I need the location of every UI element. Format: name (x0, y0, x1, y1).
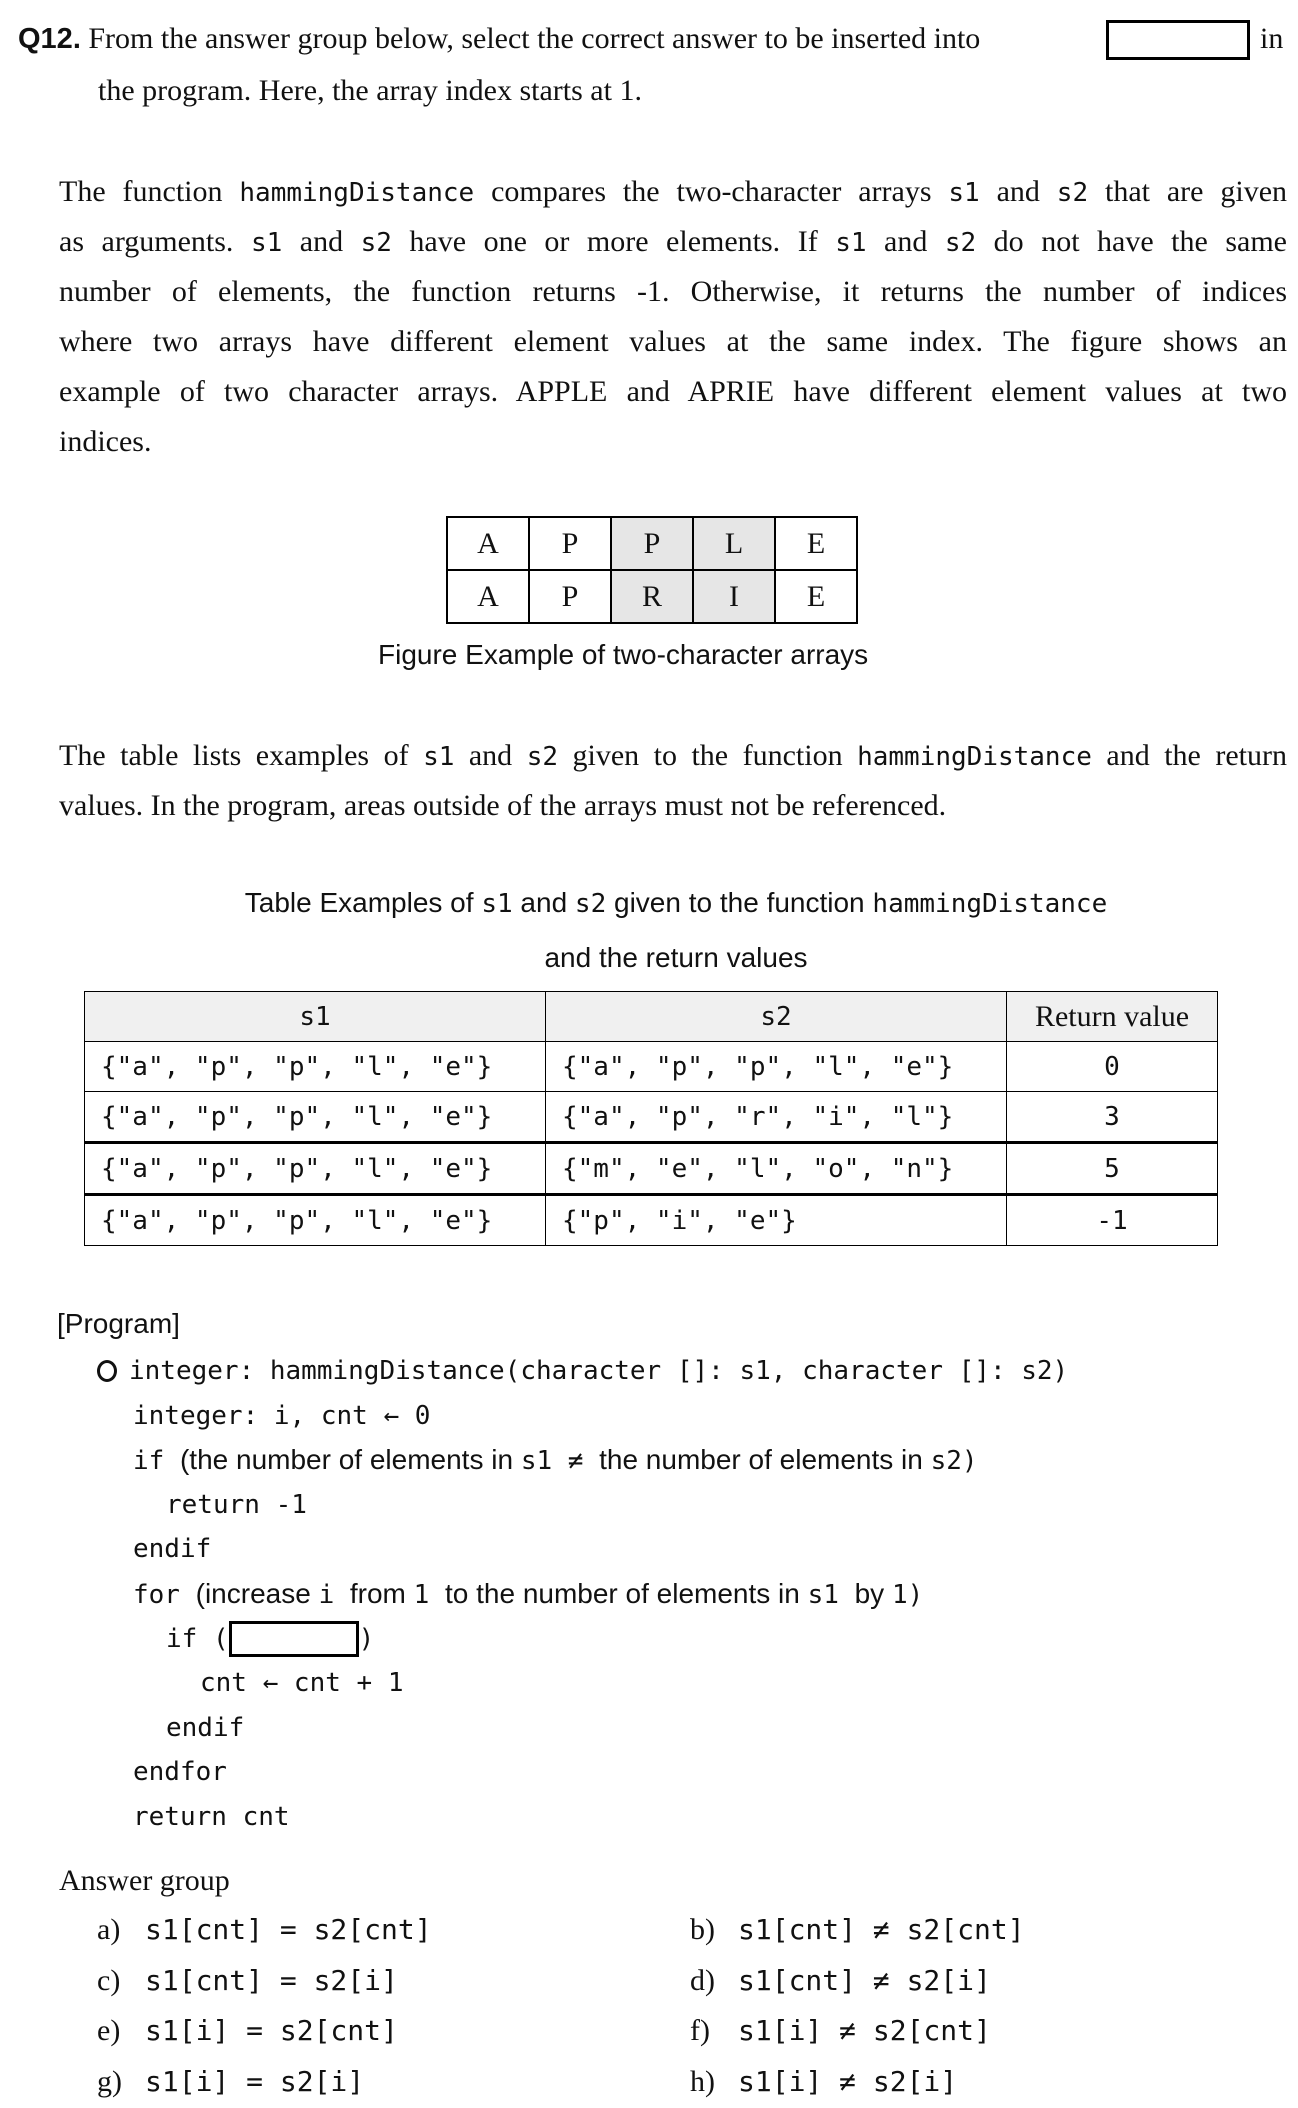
table-caption-line-2: and the return values (544, 942, 808, 973)
cell-s2: {"m", "e", "l", "o", "n"} (546, 1143, 1007, 1195)
figure-row (447, 517, 857, 570)
code-term: s2 (1056, 178, 1089, 208)
description-paragraph (59, 167, 1287, 467)
paragraph-line (59, 167, 1287, 217)
answer-expression: s1[i] ≠ s2[i] (738, 2064, 958, 2098)
code-line (133, 1799, 290, 1835)
table-intro-paragraph (59, 731, 1287, 831)
text-run: and (979, 175, 1057, 208)
table-caption-line-1 (196, 885, 1156, 922)
code-term: hammingDistance (872, 889, 1108, 919)
text-run: given to the function (558, 739, 858, 772)
figure-cell: A (447, 517, 529, 570)
answer-option[interactable] (690, 1962, 991, 2001)
text-run: compares the two-character arrays (474, 175, 949, 208)
text-run: and (866, 225, 945, 258)
code-token: 1 (413, 1580, 445, 1610)
code-term: s2 (944, 228, 977, 258)
cell-s2: {"p", "i", "e"} (546, 1195, 1007, 1246)
answer-letter: a) (97, 1913, 121, 1946)
table-row (85, 1195, 1218, 1246)
code-text: (the number of elements in (179, 1444, 521, 1476)
code-term: s1 (948, 178, 980, 208)
text-run: The table lists examples of (59, 739, 424, 772)
answer-letter: b) (690, 1913, 715, 1946)
text-run: that are given (1088, 175, 1288, 208)
code-token: []: s2) (942, 1356, 1069, 1386)
text-run: given to the function (606, 887, 873, 918)
code-line (133, 1398, 430, 1434)
text-run: indices. (59, 425, 152, 458)
paragraph-line (59, 731, 1287, 781)
paragraph-line (59, 367, 1287, 417)
paragraph-line (59, 217, 1287, 267)
code-token: if ( (166, 1623, 229, 1654)
code-token: cnt ← cnt + 1 (200, 1668, 404, 1699)
answer-letter: d) (690, 1963, 715, 1997)
code-term: s1 (250, 228, 283, 258)
answer-option[interactable] (97, 1962, 398, 2001)
text-run: and (282, 225, 361, 258)
code-line (97, 1353, 1068, 1389)
code-term: s2 (360, 228, 392, 258)
answer-letter: f) (690, 2014, 710, 2047)
code-token: integer: hammingDistance(character (129, 1356, 662, 1386)
text-run: The function (59, 175, 240, 208)
question-text-after-blank: in (1260, 22, 1284, 55)
text-run: and (512, 887, 575, 918)
figure-caption: Figure Example of two-character arrays (378, 639, 869, 670)
answer-expression: s1[cnt] ≠ s2[cnt] (738, 1913, 1025, 1946)
code-token: []: s1, character (661, 1356, 943, 1386)
cell-return-value: -1 (1007, 1195, 1218, 1246)
figure-cell: P (529, 517, 611, 570)
text-run: where two arrays have different element values at the same index. The figure shows an (59, 325, 1287, 358)
table-row (85, 1143, 1218, 1195)
answer-expression: s1[cnt] = s2[i] (145, 1963, 398, 1997)
answer-group-label: Answer group (59, 1864, 230, 1897)
answer-expression: s1[cnt] ≠ s2[i] (738, 1963, 991, 1997)
code-text: (increase (195, 1578, 319, 1609)
code-line (166, 1710, 244, 1746)
code-line (133, 1754, 227, 1790)
answer-option[interactable] (97, 2012, 398, 2051)
code-text: to (444, 1578, 477, 1609)
cell-s2: {"a", "p", "r", "i", "l"} (546, 1092, 1007, 1143)
figure-row (447, 570, 857, 623)
code-term: s2 (526, 742, 558, 772)
cell-s2: {"a", "p", "p", "l", "e"} (546, 1042, 1007, 1092)
question-number: Q12. (18, 23, 81, 55)
code-text: by (854, 1578, 892, 1609)
code-token: s2) (930, 1446, 978, 1477)
code-token: return cnt (133, 1802, 290, 1832)
table-row (85, 1042, 1218, 1092)
text-run: values. In the program, areas outside of the arrays must not be referenced. (59, 789, 947, 822)
answer-option[interactable] (690, 2063, 957, 2102)
code-text: the number of elements in (476, 1578, 808, 1609)
code-term: hammingDistance (239, 178, 475, 208)
answer-option[interactable] (690, 1911, 1025, 1950)
code-token: if (133, 1446, 180, 1477)
cell-return-value: 3 (1007, 1092, 1218, 1143)
program-label: [Program] (57, 1308, 180, 1339)
code-token: s1 ≠ (520, 1446, 600, 1477)
code-token: for (133, 1580, 196, 1610)
figure-cell: E (775, 570, 857, 623)
code-token: ) (358, 1623, 375, 1654)
header-s1: s1 (85, 992, 546, 1042)
examples-table (84, 991, 1218, 1246)
paragraph-line (59, 781, 1287, 831)
question-line-1 (18, 20, 980, 58)
code-term: s1 (481, 889, 513, 919)
text-run: example of two character arrays. APPLE and APRIE have different element values at two (59, 375, 1287, 408)
code-token: endif (133, 1534, 212, 1565)
code-term: s1 (423, 742, 455, 772)
code-token: 1) (891, 1580, 924, 1610)
code-token: integer: i, cnt ← 0 (133, 1400, 431, 1431)
text-run: and (454, 739, 527, 772)
code-line (133, 1576, 923, 1613)
answer-blank (1106, 20, 1250, 60)
figure-cell: P (529, 570, 611, 623)
code-line (133, 1531, 211, 1567)
question-line-2: the program. Here, the array index starts at 1. (98, 74, 642, 107)
code-line (166, 1621, 374, 1658)
code-token: return -1 (166, 1489, 307, 1520)
code-text: the number of elements in (599, 1444, 931, 1476)
cell-s1: {"a", "p", "p", "l", "e"} (85, 1195, 546, 1246)
code-line (166, 1487, 307, 1523)
figure-cell: R (611, 570, 693, 623)
header-return-value: Return value (1007, 992, 1218, 1042)
answer-option[interactable] (97, 2063, 364, 2102)
cell-return-value: 5 (1007, 1143, 1218, 1195)
question-text: From the answer group below, select the correct answer to be inserted into (88, 22, 981, 55)
answer-letter: g) (97, 2064, 122, 2098)
answer-option[interactable] (690, 2012, 991, 2051)
text-run: have one or more elements. If (391, 225, 836, 258)
answer-letter: h) (690, 2064, 715, 2098)
text-run: and the return (1091, 739, 1287, 772)
code-text: from (349, 1578, 414, 1609)
figure-cell: A (447, 570, 529, 623)
code-term: s1 (835, 228, 867, 258)
figure-cell: P (611, 517, 693, 570)
table-header-row (85, 992, 1218, 1042)
paragraph-line (59, 267, 1287, 317)
paragraph-line (59, 317, 1287, 367)
table-row (85, 1092, 1218, 1143)
figure-cell: I (693, 570, 775, 623)
code-term: hammingDistance (857, 742, 1092, 772)
text-run: as arguments. (59, 225, 251, 258)
answer-expression: s1[cnt] = s2[cnt] (145, 1913, 432, 1946)
code-term: s2 (574, 889, 607, 919)
answer-option[interactable] (97, 1911, 432, 1950)
cell-s1: {"a", "p", "p", "l", "e"} (85, 1042, 546, 1092)
header-s2: s2 (546, 992, 1007, 1042)
code-answer-blank (229, 1621, 359, 1657)
figure-char-arrays (446, 516, 858, 624)
code-token: endif (166, 1712, 245, 1743)
code-token: endfor (133, 1757, 227, 1788)
text-run: number of elements, the function returns -1. Otherwise, it returns the number of indices (59, 275, 1287, 308)
figure-cell: L (693, 517, 775, 570)
circle-bullet-icon (97, 1360, 117, 1382)
code-token: s1 (807, 1580, 855, 1610)
answer-expression: s1[i] ≠ s2[cnt] (738, 2014, 991, 2047)
figure-cell: E (775, 517, 857, 570)
answer-expression: s1[i] = s2[cnt] (145, 2014, 398, 2047)
text-run: do not have the same (976, 225, 1287, 258)
code-line (200, 1665, 404, 1701)
answer-expression: s1[i] = s2[i] (145, 2064, 365, 2098)
code-line (133, 1442, 978, 1479)
cell-s1: {"a", "p", "p", "l", "e"} (85, 1143, 546, 1195)
answer-letter: e) (97, 2014, 121, 2047)
text-run: Table Examples of (244, 887, 482, 918)
paragraph-line (59, 417, 1287, 467)
code-token: i (318, 1580, 350, 1610)
cell-return-value: 0 (1007, 1042, 1218, 1092)
answer-letter: c) (97, 1963, 121, 1997)
cell-s1: {"a", "p", "p", "l", "e"} (85, 1092, 546, 1143)
